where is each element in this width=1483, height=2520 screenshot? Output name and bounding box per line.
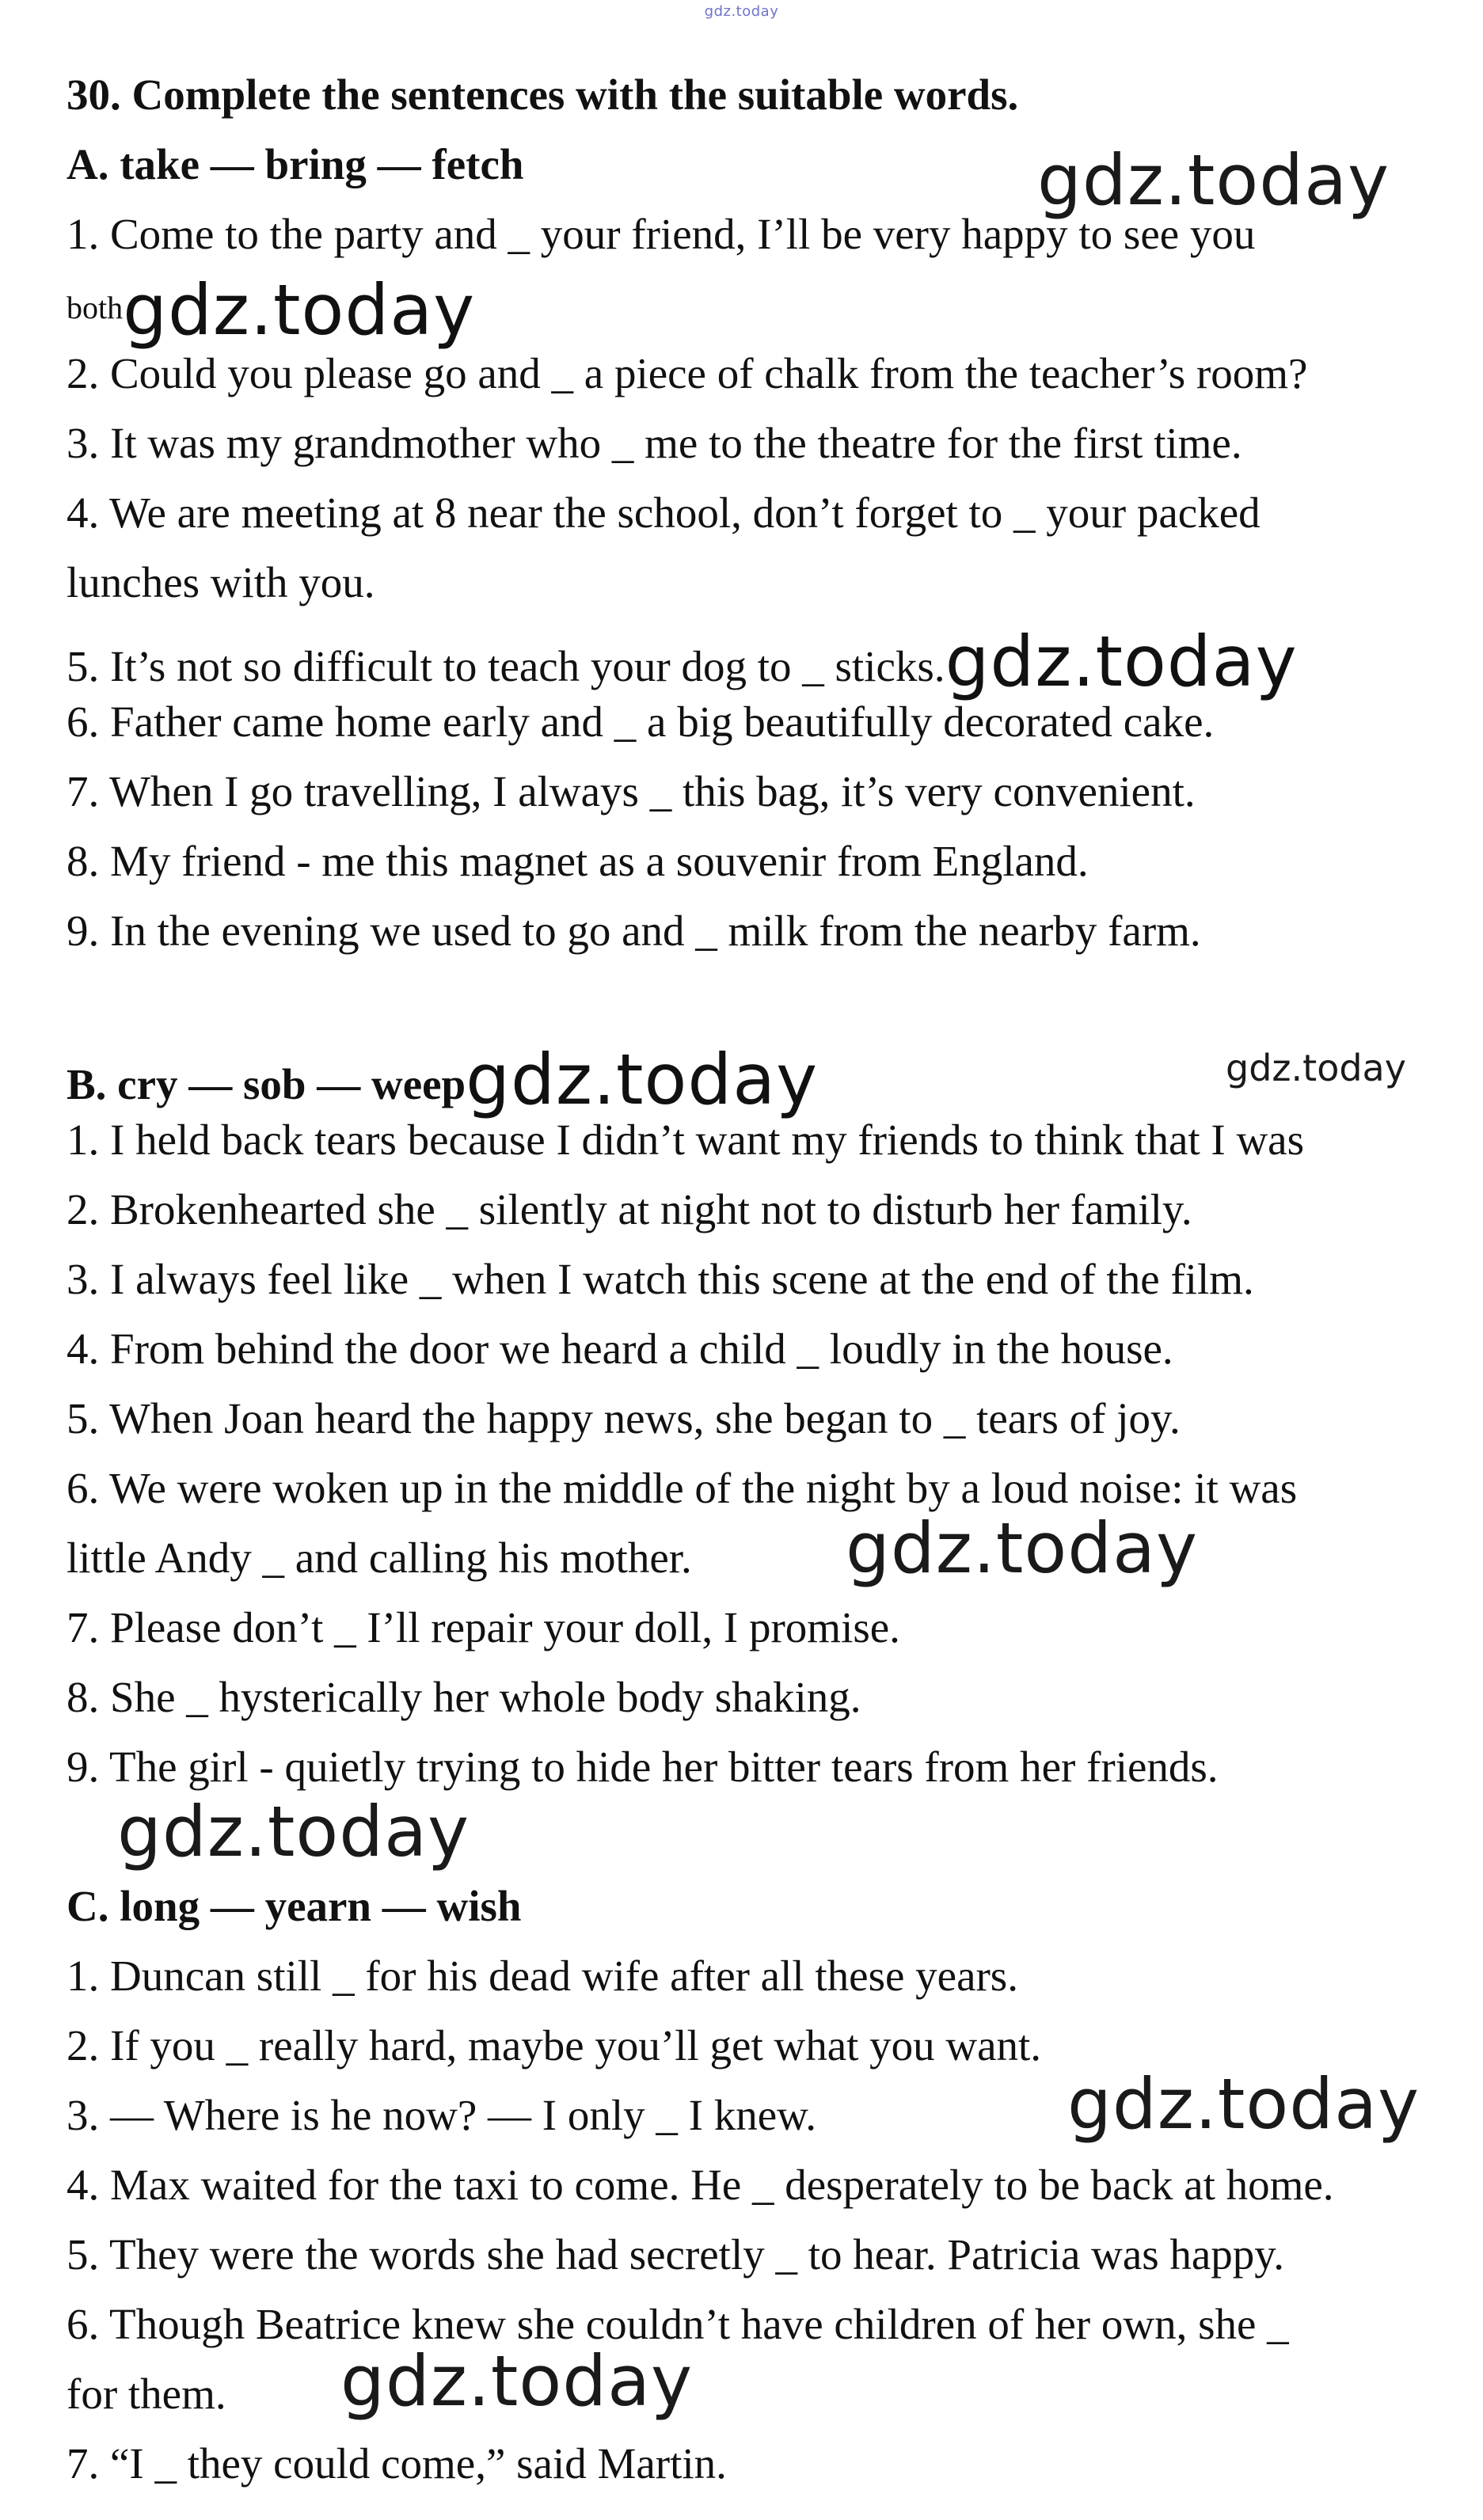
section-b-heading: B. cry — sob — weep <box>67 1060 466 1108</box>
section-a-sentence-9: 9. In the evening we used to go and _ milk from the nearby farm. <box>67 907 1201 955</box>
section-c-sentence-7: 7. “I _ they could come,” said Martin. <box>67 2439 727 2488</box>
section-a-sentence-2: 2. Could you please go and _ a piece of chalk from the teacher’s room? <box>67 349 1308 397</box>
section-a-sentence-1-continued <box>67 269 476 351</box>
section-c-sentence-6-continued: for them. <box>67 2370 226 2418</box>
section-a-sentence-8: 8. My friend - me this magnet as a souvenir from England. <box>67 837 1089 885</box>
section-c-sentence-4: 4. Max waited for the taxi to come. He _ desperately to be back at home. <box>67 2161 1334 2209</box>
watermark: gdz.today <box>466 1039 819 1120</box>
watermark: gdz.today <box>945 621 1298 702</box>
watermark: gdz.today <box>1067 2063 1420 2145</box>
watermark: gdz.today <box>1037 139 1390 221</box>
watermark: gdz.today <box>1226 1047 1406 1089</box>
section-b-sentence-9: 9. The girl - quietly trying to hide her bitter tears from her friends. <box>67 1743 1219 1791</box>
section-b-sentence-1: 1. I held back tears because I didn’t want my friends to think that I was <box>67 1116 1304 1164</box>
section-a-sentence-5: 5. It’s not so difficult to teach your dog to _ sticks. <box>67 642 945 690</box>
section-b-sentence-6: 6. We were woken up in the middle of the night by a loud noise: it was <box>67 1464 1298 1512</box>
section-c-sentence-2: 2. If you _ really hard, maybe you’ll get what you want. <box>67 2021 1042 2070</box>
watermark: gdz.today <box>117 1791 470 1872</box>
watermark: gdz.today <box>340 2340 694 2422</box>
section-b-sentence-5: 5. When Joan heard the happy news, she began to _ tears of joy. <box>67 1394 1181 1442</box>
section-b-sentence-3: 3. I always feel like _ when I watch this scene at the end of the film. <box>67 1255 1254 1303</box>
section-b-sentence-2: 2. Brokenhearted she _ silently at night not to disturb her family. <box>67 1185 1192 1233</box>
section-b-sentence-4: 4. From behind the door we heard a child _ loudly in the house. <box>67 1325 1173 1373</box>
section-a-heading: A. take — bring — fetch <box>67 140 524 188</box>
section-b-sentence-7: 7. Please don’t _ I’ll repair your doll, I promise. <box>67 1603 900 1651</box>
section-b-sentence-8: 8. She _ hysterically her whole body shaking. <box>67 1673 861 1721</box>
section-c-heading: C. long — yearn — wish <box>67 1882 522 1930</box>
section-a-sentence-4: 4. We are meeting at 8 near the school, don’t forget to _ your packed <box>67 488 1261 537</box>
section-a-sentence-1: 1. Come to the party and _ your friend, I’ll be very happy to see you <box>67 210 1256 258</box>
section-b-sentence-6-continued: little Andy _ and calling his mother. <box>67 1534 692 1582</box>
section-a-sentence-6: 6. Father came home early and _ a big beautifully decorated cake. <box>67 697 1215 746</box>
exercise-title: 30. Complete the sentences with the suitable words. <box>67 70 1019 119</box>
section-c-sentence-6: 6. Though Beatrice knew she couldn’t have children of her own, she _ <box>67 2300 1289 2348</box>
section-a-sentence-7: 7. When I go travelling, I always _ this bag, it’s very convenient. <box>67 767 1196 815</box>
section-a-sentence-3: 3. It was my grandmother who _ me to the theatre for the first time. <box>67 419 1242 467</box>
section-c-sentence-3: 3. — Where is he now? — I only _ I knew. <box>67 2091 817 2139</box>
section-a-sentence-4-continued: lunches with you. <box>67 558 375 606</box>
top-watermark: gdz.today <box>704 3 779 20</box>
section-c-sentence-5: 5. They were the words she had secretly _ to hear. Patricia was happy. <box>67 2230 1284 2279</box>
watermark: gdz.today <box>846 1507 1199 1589</box>
section-a-sentence-1-end: both <box>67 290 124 325</box>
section-b-heading-row <box>67 1039 819 1120</box>
watermark: gdz.today <box>123 269 476 351</box>
section-a-sentence-5-row <box>67 621 1298 702</box>
section-c-sentence-1: 1. Duncan still _ for his dead wife after all these years. <box>67 1952 1018 2000</box>
